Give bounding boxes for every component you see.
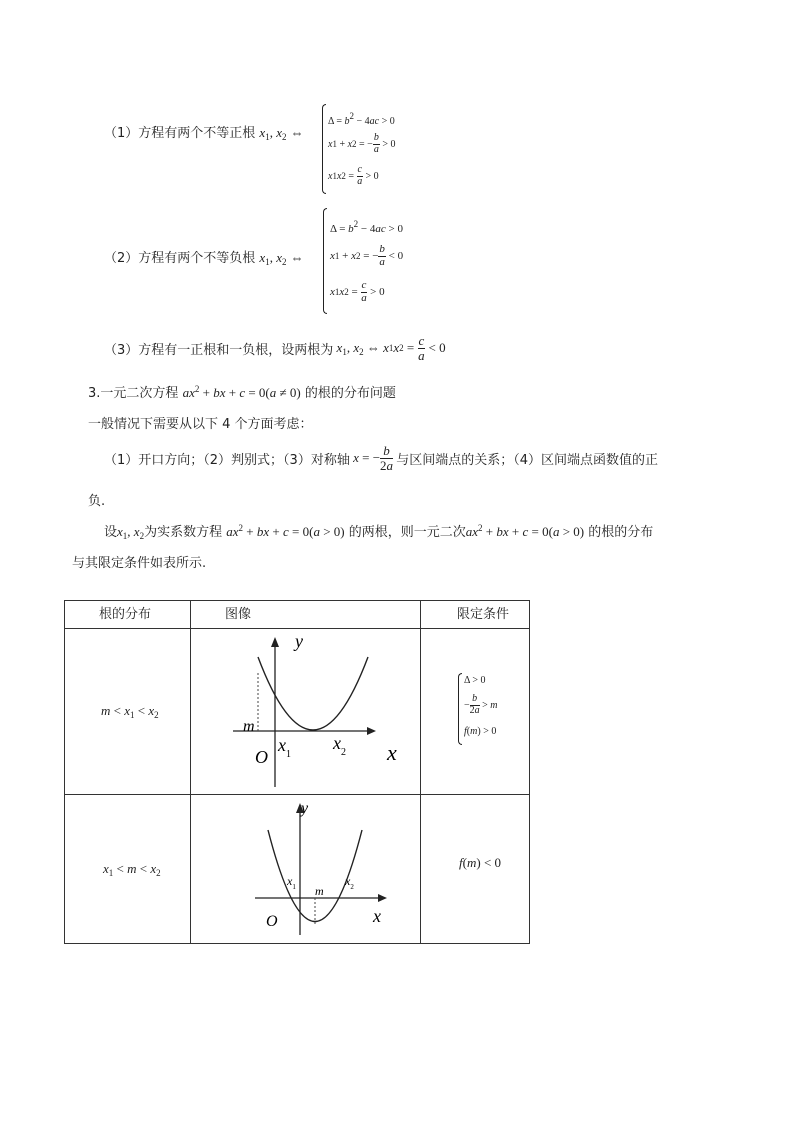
table-header-row	[65, 601, 530, 629]
section3-title	[88, 382, 396, 401]
condition-axis: − $\frac{b}{2a}$ > m	[464, 693, 498, 716]
setup-vars: $x_1$, $x_2$	[117, 524, 145, 541]
x-axis-arrow-icon	[367, 727, 376, 735]
header-cell-conditions	[421, 601, 530, 629]
item1-condition-sum: x 1 + x 2 = − $\frac{b}{a}$ > 0	[328, 132, 396, 155]
section3-title-after: 的根的分布问题	[304, 386, 396, 401]
table-row	[65, 629, 530, 795]
conditions-cell	[421, 795, 530, 944]
setup-line	[104, 521, 653, 541]
item1-label: （1）方程有两个不等正根	[104, 126, 256, 141]
section3-equation: $ax^2$ + bx + c = 0(a ≠ 0)	[182, 384, 301, 400]
item2-condition-delta: $\Delta = b^2 - 4ac > 0$	[330, 219, 403, 235]
aspects-part1: （1）开口方向；（2）判别式；（3）对称轴	[104, 452, 350, 468]
root-distribution-table	[64, 600, 530, 944]
condition-fm: f(m) > 0	[464, 726, 497, 737]
x1-label: $x_1$	[287, 874, 296, 891]
setup-line2: 与其限定条件如表所示.	[72, 556, 207, 571]
item2-conditions	[330, 210, 403, 310]
item2-condition-sum: x 1 + x 2 = − $\frac{b}{a}$ < 0	[330, 242, 404, 268]
intro-text: 一般情况下需要从以下 4 个方面考虑：	[88, 417, 313, 432]
x-axis-arrow-icon	[378, 894, 387, 902]
item3-line	[104, 332, 446, 364]
item3-label: （3）方程有一正根和一负根，设两根为	[104, 342, 334, 358]
item1-conditions	[328, 104, 395, 192]
item1-condition-delta: Δ = b2 − 4ac > 0	[328, 111, 395, 127]
item2-brace	[323, 208, 327, 314]
m-label: m	[243, 718, 255, 735]
setup-part1: 设	[104, 525, 118, 540]
header-cell-graph	[191, 601, 421, 629]
item2-line	[104, 247, 304, 267]
x2-label: $x_2$	[345, 874, 354, 891]
x-axis-label: x	[387, 740, 397, 765]
aspects-part3: 负.	[88, 494, 106, 509]
setup-equation-2: $ax^2$ + bx + c = 0(a > 0)	[465, 523, 585, 539]
graph-m-between-roots	[191, 795, 420, 943]
graph-roots-right-of-m	[191, 629, 420, 794]
distribution-cell	[65, 795, 191, 944]
item2-vars: $x_1$, $x_2$	[259, 250, 287, 267]
condition-fm: f(m) < 0	[459, 855, 502, 870]
item1-vars: $x_1$, $x_2$	[259, 125, 287, 142]
item2-label: （2）方程有两个不等负根	[104, 251, 256, 266]
setup-part4: 的根的分布	[588, 525, 654, 540]
setup-equation-1: $ax^2$ + bx + c = 0(a > 0)	[226, 523, 345, 539]
conditions-list	[464, 673, 498, 743]
iff-symbol: ⇔	[290, 125, 304, 140]
x-axis-label: x	[373, 906, 381, 926]
header-cell-distribution	[65, 601, 191, 629]
setup-part2: 为实系数方程	[144, 525, 223, 540]
setup-part3: 的两根，则一元二次	[348, 525, 466, 540]
graph-cell	[191, 795, 421, 944]
table-row	[65, 795, 530, 944]
condition-delta: Δ > 0	[464, 675, 486, 686]
origin-label: O	[266, 913, 278, 930]
header-label: 根的分布	[99, 607, 152, 622]
iff-symbol: ⇔	[363, 340, 384, 355]
iff-symbol: ⇔	[290, 250, 304, 265]
y-axis-arrow-icon	[271, 637, 279, 647]
distribution-cell	[65, 629, 191, 795]
distribution-text: $m < x_1 < x_2$	[101, 703, 159, 720]
item1-brace	[322, 104, 326, 194]
distribution-text: $x_1 < m < x_2$	[103, 860, 161, 878]
aspects-line	[104, 440, 658, 476]
header-label: 图像	[225, 607, 252, 622]
x2-label: $x_2$	[333, 733, 346, 758]
aspects-part2: 与区间端点的关系；（4）区间端点函数值的正	[396, 452, 659, 468]
item2-condition-product: x 1 x 2 = $\frac{c}{a}$ > 0	[330, 278, 385, 304]
graph-cell	[191, 629, 421, 795]
item1-line	[104, 122, 304, 142]
x1-label: $x_1$	[278, 735, 291, 760]
conditions-brace	[458, 673, 462, 745]
y-axis-label: y	[301, 800, 309, 817]
origin-label: O	[255, 747, 268, 767]
item1-condition-product: x 1 x 2 = $\frac{c}{a}$ > 0	[328, 164, 379, 187]
item3-vars: $x_1$, $x_2$	[333, 339, 364, 357]
header-label: 限定条件	[457, 607, 510, 622]
y-axis-label: y	[295, 631, 303, 651]
item3-condition: x 1 x 2 = $\frac{c}{a}$ < 0	[383, 332, 446, 363]
axis-formula: x = − $\frac{b}{2a}$	[349, 442, 394, 473]
section3-number: 3.	[88, 386, 101, 401]
m-label: m	[315, 884, 324, 898]
conditions-cell	[421, 629, 530, 795]
section3-title-before: 一元二次方程	[100, 386, 179, 401]
